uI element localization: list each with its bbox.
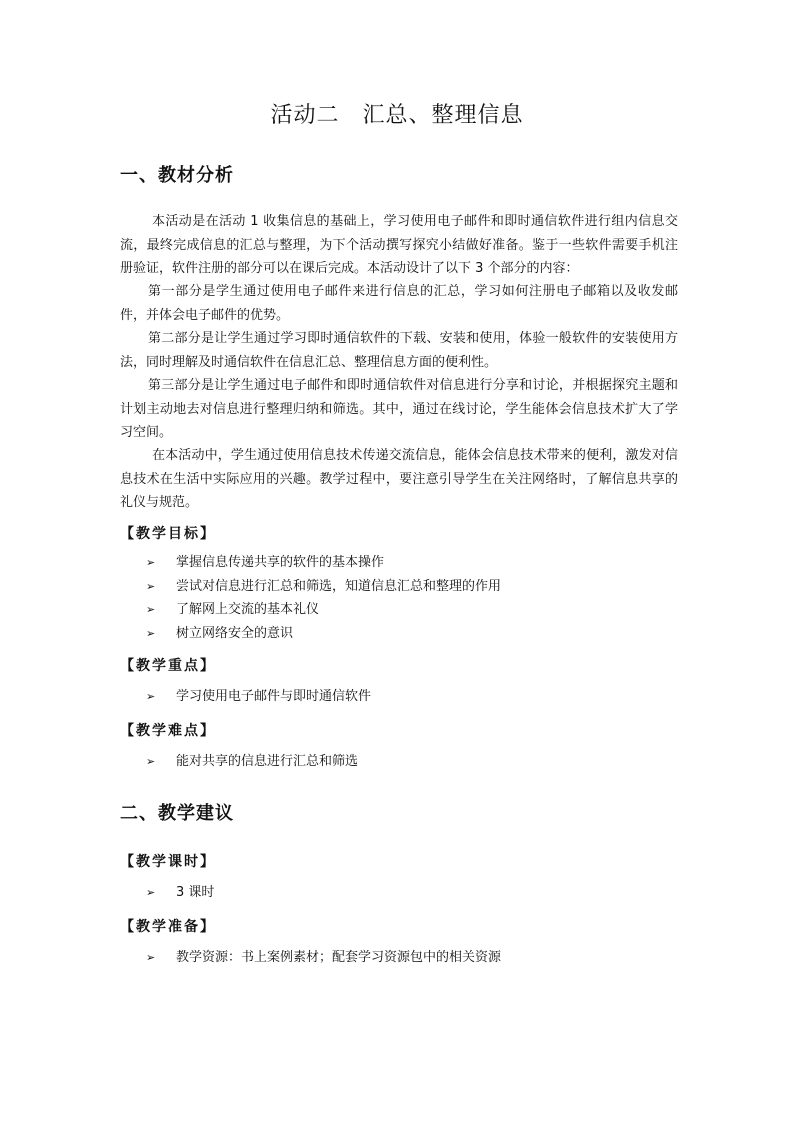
list-item	[146, 551, 501, 575]
arrow-bullet-icon: ➢	[146, 755, 156, 768]
paragraph-summary: 在本活动中，学生通过使用信息技术传递交流信息，能体会信息技术带来的便利，激发对信息技术在生活中实际应用的兴趣。教学过程中，要注意引导学生在关注网络时，了解信息共享的礼仪与规范。	[120, 448, 678, 510]
list-item-text: 尝试对信息进行汇总和筛选，知道信息汇总和整理的作用	[176, 578, 502, 594]
list-item	[146, 622, 501, 646]
arrow-bullet-icon: ➢	[146, 886, 156, 899]
arrow-bullet-icon: ➢	[146, 579, 156, 593]
paragraph-part-two: 第二部分是让学生通过学习即时通信软件的下载、安装和使用，体验一般软件的安装使用方法，同时理解及时通信软件在信息汇总、整理信息方面的便利性。	[120, 331, 678, 370]
focus-list	[146, 685, 371, 709]
list-item-text: 学习使用电子邮件与即时通信软件	[176, 689, 372, 704]
paragraph-part-one: 第一部分是学生通过使用电子邮件来进行信息的汇总，学习如何注册电子邮箱以及收发邮件，并体会电子邮件的优势。	[120, 284, 678, 323]
list-item	[146, 881, 214, 905]
arrow-bullet-icon: ➢	[146, 626, 156, 640]
list-item-text: 教学资源：书上案例素材；配套学习资源包中的相关资源	[176, 950, 502, 965]
prep-list	[146, 946, 501, 970]
arrow-bullet-icon: ➢	[146, 603, 156, 616]
paragraph-intro: 本活动是在活动 1 收集信息的基础上，学习使用电子邮件和即时通信软件进行组内信息交流，最终完成信息的汇总与整理，为下个活动撰写探究小结做好准备。鉴于一些软件需要手机注册验证，软件注册的部分可以在课后完成。本活动设计了以下 3 个部分的内容：	[120, 214, 678, 276]
section-heading-suggestions: 二、教学建议	[120, 803, 234, 824]
arrow-bullet-icon: ➢	[146, 556, 156, 569]
list-item-text: 了解网上交流的基本礼仪	[176, 602, 320, 617]
difficulty-label: 【教学难点】	[120, 723, 216, 739]
list-item-text: 3 课时	[176, 885, 215, 900]
list-item	[146, 598, 501, 622]
goals-label: 【教学目标】	[120, 526, 216, 542]
arrow-bullet-icon: ➢	[146, 690, 156, 703]
list-item	[146, 575, 501, 599]
list-item	[146, 750, 358, 774]
list-item	[146, 685, 371, 709]
arrow-bullet-icon: ➢	[146, 951, 156, 964]
list-item-text: 能对共享的信息进行汇总和筛选	[176, 754, 359, 769]
prep-label: 【教学准备】	[120, 919, 216, 935]
list-item	[146, 946, 501, 970]
paragraph-part-three: 第三部分是让学生通过电子邮件和即时通信软件对信息进行分享和讨论，并根据探究主题和计划主动地去对信息进行整理归纳和筛选。其中，通过在线讨论，学生能体会信息技术扩大了学习空间。	[120, 378, 678, 440]
hours-label: 【教学课时】	[120, 854, 216, 870]
difficulty-list	[146, 750, 358, 774]
list-item-text: 掌握信息传递共享的软件的基本操作	[176, 555, 385, 570]
document-title: 活动二 汇总、整理信息	[270, 103, 524, 128]
hours-list	[146, 881, 214, 905]
goals-list	[146, 551, 501, 645]
focus-label: 【教学重点】	[120, 658, 216, 674]
section-heading-analysis: 一、教材分析	[120, 165, 234, 186]
list-item-text: 树立网络安全的意识	[176, 625, 294, 641]
